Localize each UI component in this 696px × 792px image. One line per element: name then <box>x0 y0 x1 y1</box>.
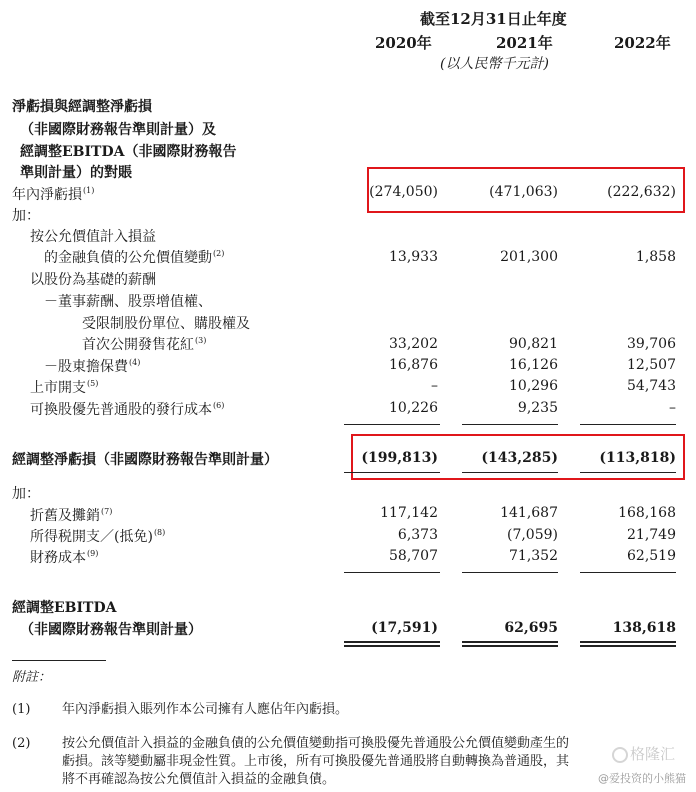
guarantee-2021: 16,126 <box>509 357 558 373</box>
row-adj-net-loss-label: 經調整淨虧損（非國際財務報告準則計量） <box>12 452 278 468</box>
year-2020: 2020年 <box>375 34 432 52</box>
row-add-label-2: 加： <box>12 486 40 502</box>
year-2022: 2022年 <box>614 34 671 52</box>
depreciation-2020: 117,142 <box>380 505 438 521</box>
tax-2020: 6,373 <box>397 527 438 543</box>
ebitda-double-rule-b-2020 <box>344 645 440 647</box>
net-loss-2020: (274,050) <box>369 184 438 200</box>
row-ebitda-label-2: （非國際財務報告準則計量） <box>20 622 202 638</box>
section-title-line-3: 經調整EBITDA（非國際財務報告 <box>20 144 237 160</box>
ebitda-double-rule-a-2020 <box>344 641 440 643</box>
guarantee-2022: 12,507 <box>627 357 676 373</box>
adj-net-loss-2020: (199,813) <box>361 450 438 466</box>
listing-2022: 54,743 <box>627 378 676 394</box>
watermark-account: @爱投资的小熊猫 <box>598 772 686 785</box>
period-title: 截至12月31日止年度 <box>420 10 567 28</box>
row-listing-label: 上市開支$^{(5)}$ <box>30 379 99 396</box>
row-fv-label-1: 按公允價值計入損益 <box>30 229 156 245</box>
row-finance-label: 財務成本$^{(9)}$ <box>30 549 99 566</box>
finance-2022: 62,519 <box>627 548 676 564</box>
row-add-label-1: 加： <box>12 208 40 224</box>
ebitda-rule-top-2020 <box>344 572 440 573</box>
tax-2021: (7,059) <box>506 527 558 543</box>
listing-2020: – <box>431 378 438 394</box>
ebitda-double-rule-a-2021 <box>462 641 558 643</box>
issuance-2022: – <box>669 400 676 416</box>
watermark-logo-icon <box>612 747 628 763</box>
row-depreciation-label: 折舊及攤銷$^{(7)}$ <box>30 507 113 524</box>
depreciation-2022: 168,168 <box>618 505 676 521</box>
highlight-box-adj-net-loss <box>351 434 685 480</box>
section-title-line-4: 準則計量）的對賬 <box>20 165 132 181</box>
ebitda-2020: (17,591) <box>371 620 438 636</box>
unit-note: (以人民幣千元計) <box>440 56 549 72</box>
ebitda-double-rule-a-2022 <box>580 641 676 643</box>
row-issuance-label: 可換股優先普通股的發行成本$^{(6)}$ <box>30 401 225 418</box>
watermark-logo: 格隆汇 <box>612 743 675 764</box>
adj-rule-2021 <box>462 472 558 473</box>
highlight-box-net-loss <box>367 167 685 213</box>
fv-2020: 13,933 <box>389 249 438 265</box>
note-2-line-2: 虧損。該等變動屬非現金性質。上市後，所有可換股優先普通股將自動轉換為普通股，其 <box>62 754 570 769</box>
depreciation-2021: 141,687 <box>500 505 558 521</box>
ebitda-double-rule-b-2022 <box>580 645 676 647</box>
adj-rule-2022 <box>580 472 676 473</box>
row-director-label-1: －董事薪酬、股票增值權、 <box>44 294 212 310</box>
row-share-comp-label: 以股份為基礎的薪酬 <box>30 272 156 288</box>
director-2020: 33,202 <box>389 336 438 352</box>
row-tax-label: 所得税開支／(抵免)$^{(8)}$ <box>30 528 166 545</box>
row-director-label-2: 受限制股份單位、購股權及 <box>82 316 250 332</box>
note-2-line-3: 將不再確認為按公允價值計入損益的金融負債。 <box>62 772 336 787</box>
finance-2021: 71,352 <box>509 548 558 564</box>
note-1-number: (1) <box>12 702 31 717</box>
issuance-2021: 9,235 <box>517 400 558 416</box>
fv-2022: 1,858 <box>635 249 676 265</box>
subtotal-rule-2022 <box>580 424 676 425</box>
ebitda-2022: 138,618 <box>612 620 676 636</box>
row-fv-label-2: 的金融負債的公允價值變動$^{(2)}$ <box>44 249 225 266</box>
guarantee-2020: 16,876 <box>389 357 438 373</box>
director-2022: 39,706 <box>627 336 676 352</box>
finance-2020: 58,707 <box>389 548 438 564</box>
section-title-line-2: （非國際財務報告準則計量）及 <box>20 122 216 138</box>
director-2021: 90,821 <box>509 336 558 352</box>
row-ebitda-label-1: 經調整EBITDA <box>12 600 117 616</box>
fv-2021: 201,300 <box>500 249 558 265</box>
adj-net-loss-2021: (143,285) <box>481 450 558 466</box>
tax-2022: 21,749 <box>627 527 676 543</box>
note-2-line-1: 按公允價值計入損益的金融負債的公允價值變動指可換股優先普通股公允價值變動產生的 <box>62 736 570 751</box>
subtotal-rule-2021 <box>462 424 558 425</box>
notes-heading: 附註： <box>12 670 52 685</box>
year-2021: 2021年 <box>496 34 553 52</box>
row-net-loss-label: 年內淨虧損$^{(1)}$ <box>12 186 95 203</box>
notes-divider <box>12 660 106 661</box>
ebitda-rule-top-2022 <box>580 572 676 573</box>
issuance-2020: 10,226 <box>389 400 438 416</box>
subtotal-rule-2020 <box>344 424 440 425</box>
ebitda-double-rule-b-2021 <box>462 645 558 647</box>
note-1-text: 年內淨虧損入賬列作本公司擁有人應佔年內虧損。 <box>62 702 349 717</box>
adj-net-loss-2022: (113,818) <box>599 450 676 466</box>
listing-2021: 10,296 <box>509 378 558 394</box>
adj-rule-2020 <box>344 472 440 473</box>
section-title-line-1: 淨虧損與經調整淨虧損 <box>12 99 152 115</box>
note-2-number: (2) <box>12 736 31 751</box>
row-guarantee-label: －股東擔保費$^{(4)}$ <box>44 358 141 375</box>
ebitda-rule-top-2021 <box>462 572 558 573</box>
ebitda-2021: 62,695 <box>504 620 558 636</box>
net-loss-2021: (471,063) <box>489 184 558 200</box>
net-loss-2022: (222,632) <box>607 184 676 200</box>
row-director-label-3: 首次公開發售花紅$^{(3)}$ <box>82 336 207 353</box>
